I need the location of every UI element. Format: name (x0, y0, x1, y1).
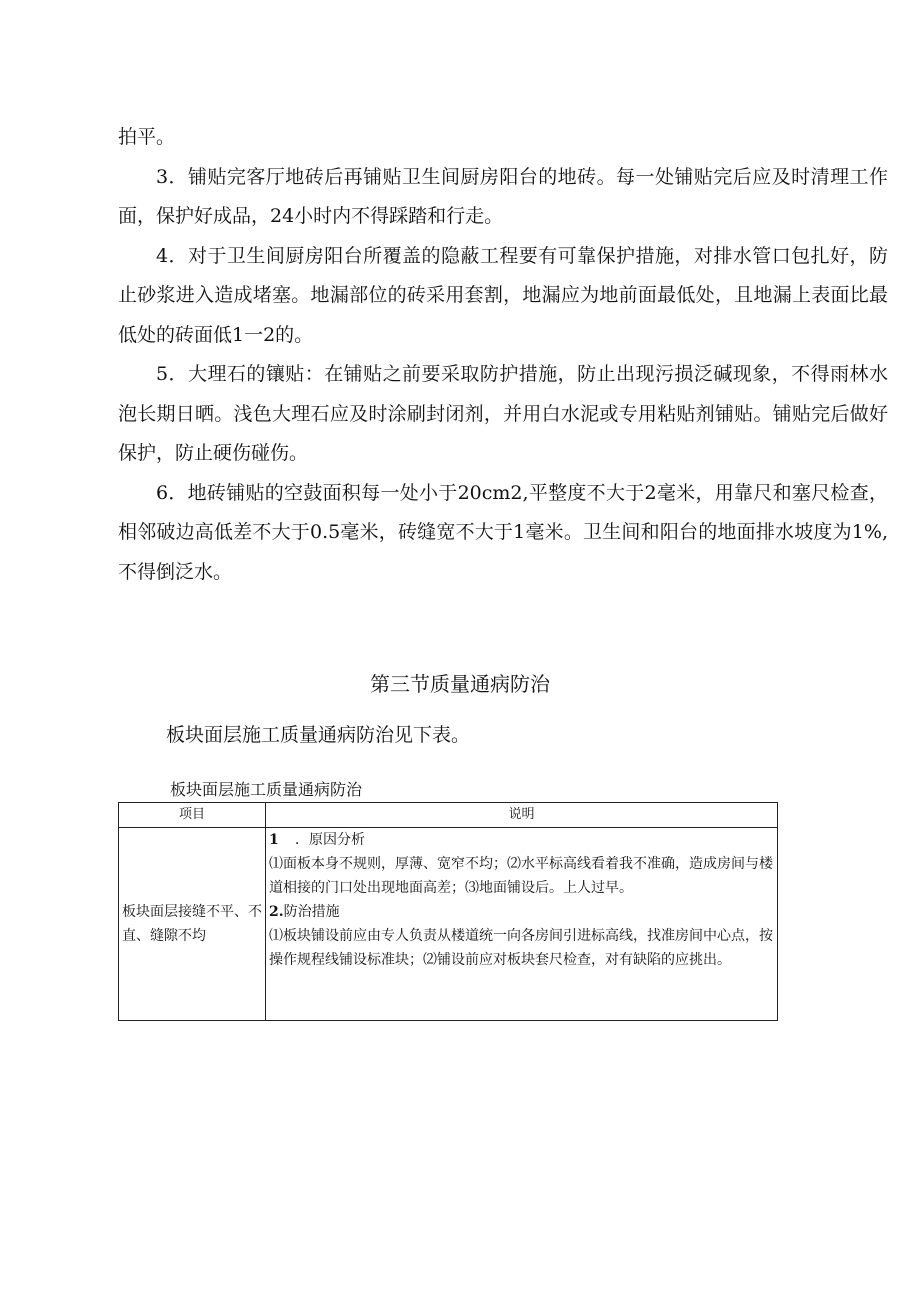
paragraph-5: 5．大理石的镶贴：在铺贴之前要采取防护措施，防止出现污损泛碱现象，不得雨林水泡长期日晒。浅色大理石应及时涂刷封闭剂，并用白水泥或专用粘贴剂铺贴。铺贴完后做好保护，防止硬伤碰伤。 (118, 363, 888, 464)
section-title: 第三节质量通病防治 (370, 672, 550, 696)
paragraph-4: 4．对于卫生间厨房阳台所覆盖的隐蔽工程要有可靠保护措施，对排水管口包扎好，防止砂浆进入造成堵塞。地漏部位的砖采用套割，地漏应为地前面最低处，且地漏上表面比最低处的砖面低1一2的。 (118, 244, 888, 346)
measure-number: 2. (269, 904, 284, 920)
cause-heading (269, 828, 774, 852)
spacer (269, 972, 774, 996)
cause-number: 1 (269, 832, 279, 848)
measure-title: 防治措施 (283, 904, 340, 920)
cause-text: ⑴面板本身不规则，厚薄、宽窄不均；⑵水平标高线看着我不准确，造成房间与楼道相接的门口处出现地面高差；⑶地面铺设后。上人过早。 (269, 856, 773, 896)
table-row (119, 828, 778, 1021)
measure-heading (269, 900, 774, 924)
table-header-row (119, 803, 778, 828)
body-text (118, 118, 888, 592)
paragraph-6: 6．地砖铺贴的空鼓面积每一处小于20cm2,平整度不大于2毫米，用靠尺和塞尺检查，相邻破边高低差不大于0.5毫米，砖缝宽不大于1毫米。卫生间和阳台的地面排水坡度为1%,不得倒泛水。 (118, 481, 888, 583)
header-desc: 说明 (266, 803, 778, 828)
quality-table (118, 802, 778, 1021)
item-cell: 板块面层接缝不平、不直、缝隙不均 (119, 828, 266, 1021)
measure-text: ⑴板块铺设前应由专人负责从楼道统一向各房间引进标高线，找准房间中心点，按操作规程线铺设标准块；⑵铺设前应对板块套尺检查，对有缺陷的应挑出。 (269, 928, 773, 968)
intro-text: 板块面层施工质量通病防治见下表。 (166, 724, 471, 746)
paragraph-continuation: 拍平。 (118, 126, 176, 148)
table-caption: 板块面层施工质量通病防治 (170, 780, 363, 799)
cause-title: ．原因分析 (295, 832, 365, 848)
header-item: 项目 (119, 803, 266, 828)
desc-cell (266, 828, 778, 1021)
paragraph-3: 3．铺贴完客厅地砖后再铺贴卫生间厨房阳台的地砖。每一处铺贴完后应及时清理工作面，保护好成品，24小时内不得踩踏和行走。 (118, 165, 888, 227)
